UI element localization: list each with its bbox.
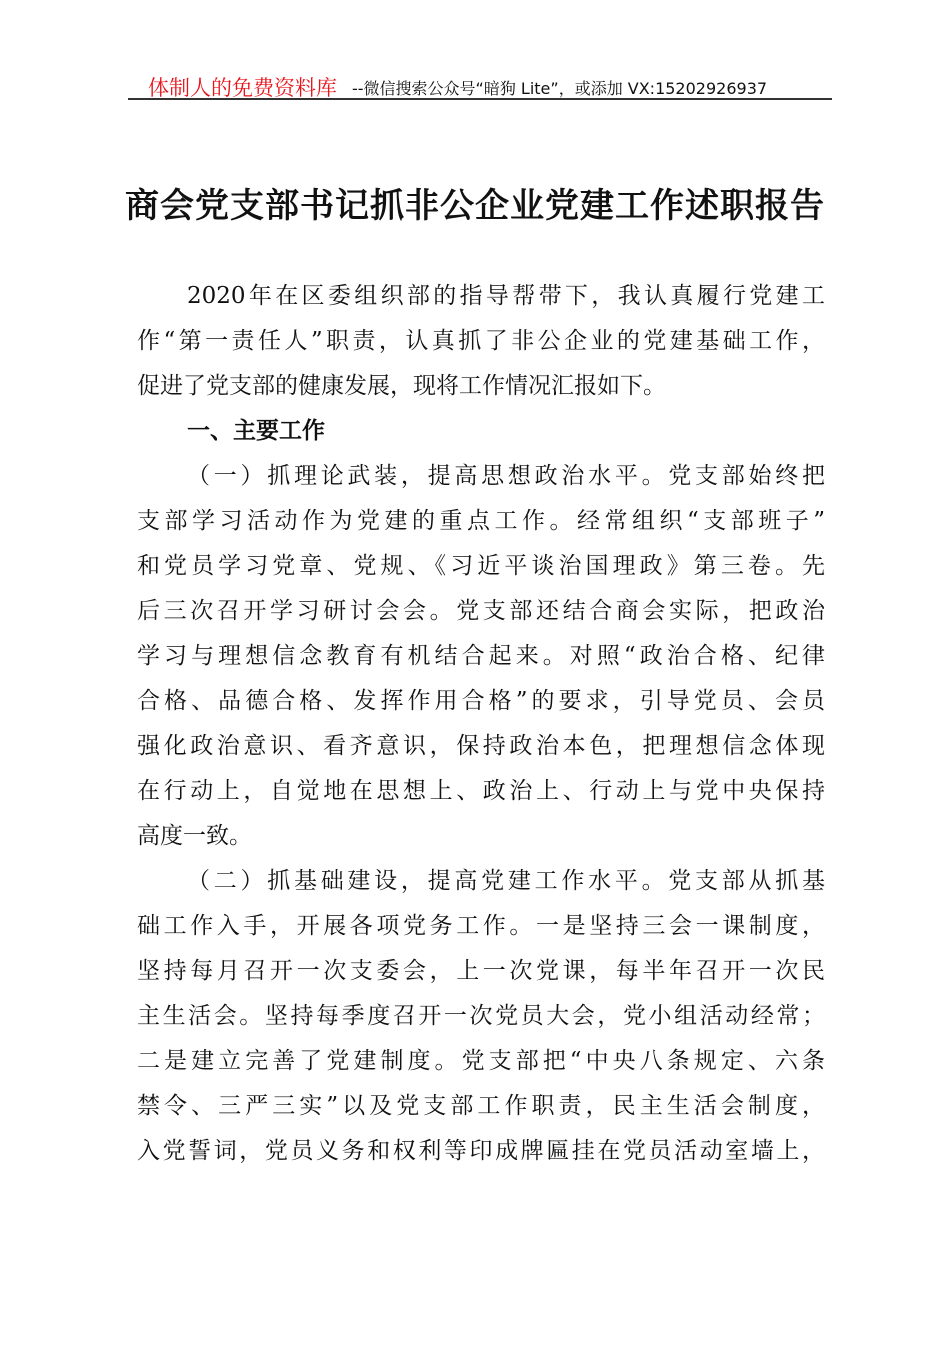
- text-line: 2020年在区委组织部的指导帮带下，我认真履行党建工: [187, 283, 825, 309]
- text-line: 入党誓词，党员义务和权利等印成牌匾挂在党员活动室墙上，: [137, 1138, 825, 1164]
- text-line: 后三次召开学习研讨会会。党支部还结合商会实际，把政治: [137, 598, 825, 624]
- text-line: 学习与理想信念教育有机结合起来。对照“政治合格、纪律: [137, 643, 825, 669]
- text-line: （二）抓基础建设，提高党建工作水平。党支部从抓基: [187, 868, 825, 894]
- text-line: （一）抓理论武装，提高思想政治水平。党支部始终把: [187, 463, 825, 489]
- text-line: 二是建立完善了党建制度。党支部把“中央八条规定、六条: [137, 1048, 825, 1074]
- text-line: 坚持每月召开一次支委会，上一次党课，每半年召开一次民: [137, 958, 825, 984]
- paragraph-foundation: [137, 859, 825, 1174]
- text-line: 作“第一责任人”职责，认真抓了非公企业的党建基础工作，: [137, 328, 825, 354]
- header-brand: 体制人的免费资料库: [148, 76, 337, 100]
- text-line: 础工作入手，开展各项党务工作。一是坚持三会一课制度，: [137, 913, 825, 939]
- text-line: 在行动上，自觉地在思想上、政治上、行动上与党中央保持: [137, 778, 825, 804]
- header-note: --微信搜索公众号“暗狗 Lite”，或添加 VX:15202926937: [352, 79, 768, 98]
- paragraph-theory: [137, 454, 825, 859]
- paragraph-intro: [137, 274, 825, 409]
- text-line: 和党员学习党章、党规、《习近平谈治国理政》第三卷。先: [137, 553, 825, 579]
- text-line: 高度一致。: [137, 823, 252, 849]
- page-header: [128, 72, 832, 100]
- document-title: 商会党支部书记抓非公企业党建工作述职报告: [125, 186, 825, 226]
- document-body: [137, 274, 825, 1174]
- section-heading: 一、主要工作: [187, 418, 325, 444]
- text-line: 支部学习活动作为党建的重点工作。经常组织“支部班子”: [137, 508, 825, 534]
- text-line: 促进了党支部的健康发展，现将工作情况汇报如下。: [137, 373, 666, 399]
- text-line: 主生活会。坚持每季度召开一次党员大会，党小组活动经常；: [137, 1003, 825, 1029]
- text-line: 禁令、三严三实”以及党支部工作职责，民主生活会制度，: [137, 1093, 825, 1119]
- text-line: 合格、品德合格、发挥作用合格”的要求，引导党员、会员: [137, 688, 825, 714]
- text-line: 强化政治意识、看齐意识，保持政治本色，把理想信念体现: [137, 733, 825, 759]
